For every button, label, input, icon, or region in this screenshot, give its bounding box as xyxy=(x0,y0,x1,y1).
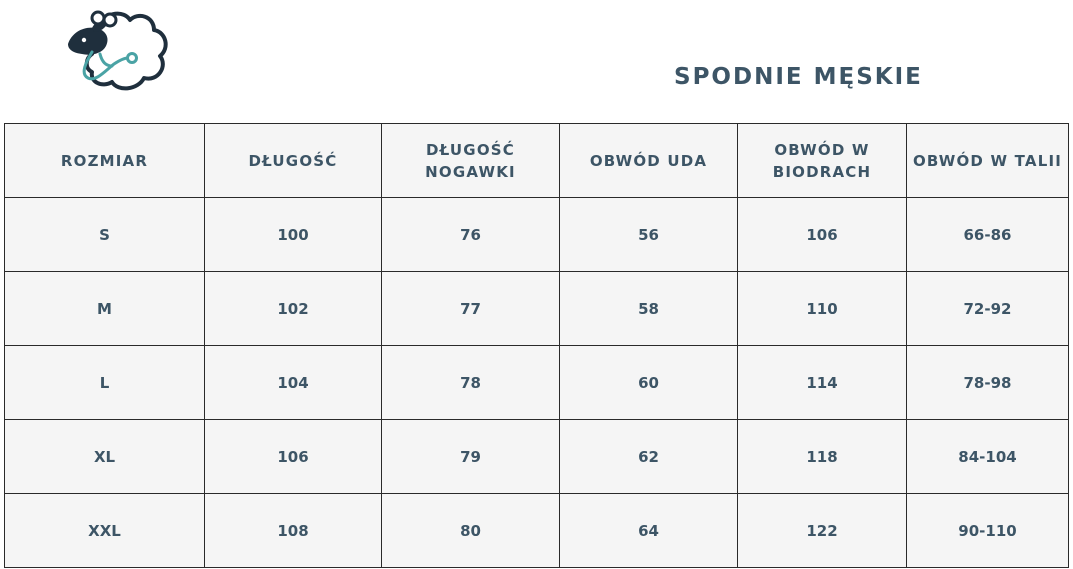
logo xyxy=(62,4,172,94)
table-cell: 90-110 xyxy=(907,494,1069,568)
table-cell: 102 xyxy=(205,272,382,346)
table-row xyxy=(5,420,1069,494)
table-cell: 62 xyxy=(560,420,738,494)
table-row xyxy=(5,346,1069,420)
page-title: SPODNIE MĘSKIE xyxy=(674,64,923,90)
table-cell: 72-92 xyxy=(907,272,1069,346)
table-row xyxy=(5,198,1069,272)
table-cell: S xyxy=(5,198,205,272)
table-cell: 110 xyxy=(738,272,907,346)
table-cell: 100 xyxy=(205,198,382,272)
table-cell: 77 xyxy=(382,272,560,346)
table-cell: 78 xyxy=(382,346,560,420)
table-cell: 60 xyxy=(560,346,738,420)
sheep-with-stethoscope-icon xyxy=(62,4,172,94)
column-header-size: ROZMIAR xyxy=(5,124,205,198)
table-cell: XL xyxy=(5,420,205,494)
column-header-leg-length: DŁUGOŚĆ NOGAWKI xyxy=(382,124,560,198)
table-row xyxy=(5,272,1069,346)
column-header-hips: OBWÓD W BIODRACH xyxy=(738,124,907,198)
table-header-row xyxy=(5,124,1069,198)
table-cell: 64 xyxy=(560,494,738,568)
table-cell: 108 xyxy=(205,494,382,568)
table-cell: 58 xyxy=(560,272,738,346)
column-header-thigh: OBWÓD UDA xyxy=(560,124,738,198)
size-table xyxy=(4,123,1069,568)
table-cell: 106 xyxy=(205,420,382,494)
column-header-waist: OBWÓD W TALII xyxy=(907,124,1069,198)
table-cell: XXL xyxy=(5,494,205,568)
table-cell: 56 xyxy=(560,198,738,272)
table-cell: 76 xyxy=(382,198,560,272)
table-cell: 78-98 xyxy=(907,346,1069,420)
table-cell: 114 xyxy=(738,346,907,420)
table-cell: 84-104 xyxy=(907,420,1069,494)
table-cell: 118 xyxy=(738,420,907,494)
column-header-length: DŁUGOŚĆ xyxy=(205,124,382,198)
table-cell: 79 xyxy=(382,420,560,494)
table-cell: 122 xyxy=(738,494,907,568)
table-row xyxy=(5,494,1069,568)
table-cell: 104 xyxy=(205,346,382,420)
table-cell: 66-86 xyxy=(907,198,1069,272)
table-cell: 106 xyxy=(738,198,907,272)
table-cell: M xyxy=(5,272,205,346)
table-cell: L xyxy=(5,346,205,420)
table-cell: 80 xyxy=(382,494,560,568)
